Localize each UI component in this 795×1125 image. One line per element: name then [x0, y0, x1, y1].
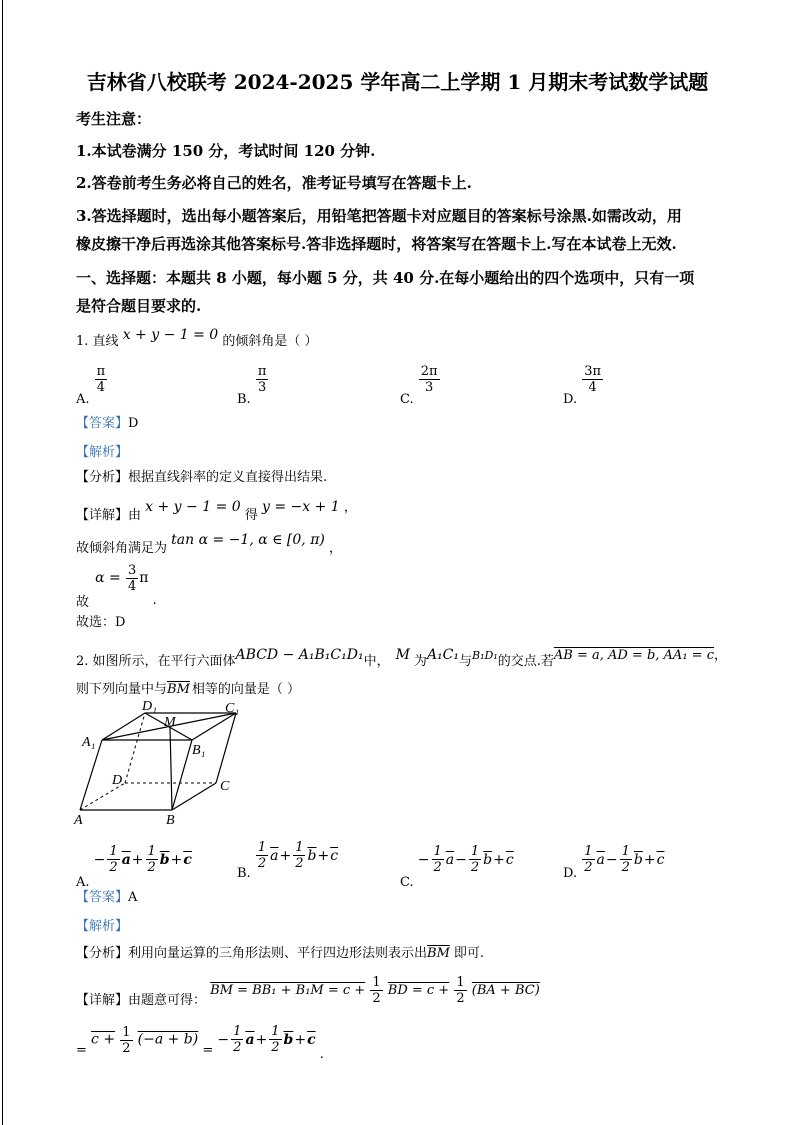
notice-item-3: 3.答选择题时，选出每小题答案后，用铅笔把答题卡对应题目的答案标号涂黑.如需改动，用 — [76, 207, 682, 225]
q1-option-d[interactable]: D. $\frac{3\pi}{4}$ — [563, 364, 602, 407]
label-C1: C₁ — [225, 701, 240, 716]
label-A: A — [74, 813, 83, 828]
page-left-border — [2, 0, 3, 1125]
q1-fenxi: 【分析】根据直线斜率的定义直接得出结果. — [76, 470, 328, 485]
edge-A-A1 — [80, 740, 102, 810]
q2-option-b[interactable]: B. $\frac{1}{2}$ $\overline{a}$ + $\frac{1}{2}$ $\overline{b}$ + $\overline{c}$ — [237, 840, 339, 881]
q2-stem: 2. 如图所示，在平行六面体ABCD − A₁B₁C₁D₁中， M 为A₁C₁与B₁D₁的交点.若AB = a, AD = b, AA₁ = c， — [76, 647, 727, 669]
q2-option-c[interactable]: C. − $\frac{1}{2}$ $\overline{a}$ − $\frac{1}{2}$ $\overline{b}$ + $\overline{c}$ — [400, 844, 514, 890]
q1-choose: 故选：D — [76, 615, 126, 630]
q2-detail: 【详解】由题意可得： BM = BB₁ + B₁M = c + $\frac{1}{2}$ BD = c + $\frac{1}{2}$ (BA + BC) — [76, 975, 540, 1008]
notice-item-2: 2.答卷前考生务必将自己的姓名，准考证号填写在答题卡上. — [76, 174, 472, 192]
q1-option-b[interactable]: B. $\frac{\pi}{3}$ — [237, 364, 267, 407]
q2-option-a[interactable]: A. − $\frac{1}{2}$ $\overline{a}$ + $\frac{1}{2}$ $\overline{b}$ + $\overline{c}$ — [76, 844, 192, 890]
label-A1: A₁ — [82, 735, 96, 750]
q2-answer: 【答案】A — [76, 890, 138, 905]
q2-stem-line2: 则下列向量中与$\overline{BM}$ 相等的向量是（ ） — [76, 682, 301, 697]
section-heading: 一、选择题：本题共 8 小题，每小题 5 分，共 40 分.在每小题给出的四个选项中，只有一项 — [76, 269, 695, 287]
q1-answer: 【答案】D — [76, 416, 139, 431]
q1-option-a[interactable]: A. $\frac{\pi}{4}$ — [76, 364, 106, 407]
q1-analysis-tag: 【解析】 — [76, 445, 129, 460]
q1-suffix: 的倾斜角是（ ） — [222, 334, 318, 349]
notice-heading: 考生注意： — [76, 110, 152, 128]
q1-prefix: 1. 直线 — [76, 334, 119, 349]
q2-analysis-tag: 【解析】 — [76, 919, 129, 934]
label-C: C — [220, 779, 230, 794]
q1-equation: x + y − 1 = 0 — [122, 327, 219, 343]
section-heading-cont: 是符合题目要求的. — [76, 297, 202, 315]
label-M: M — [164, 715, 176, 730]
q2-option-d[interactable]: D. $\frac{1}{2}$ $\overline{a}$ − $\frac{1}{2}$ $\overline{b}$ + $\overline{c}$ — [563, 844, 665, 881]
label-B: B — [166, 813, 175, 828]
q1-stem — [76, 327, 318, 349]
notice-item-1: 1.本试卷满分 150 分，考试时间 120 分钟. — [76, 142, 376, 160]
label-B1: B₁ — [192, 743, 206, 758]
q2-detail-line2: = c + $\frac{1}{2}$ (−a + b) = − $\frac{1}{2}$ $\overline{a}$ + $\frac{1}{2}$ $\overline{b}$ + $\overline{c}$ . — [76, 1024, 324, 1062]
notice-item-3-cont: 橡皮擦干净后再选涂其他答案标号.答非选择题时，将答案写在答题卡上.写在本试卷上无效. — [76, 235, 677, 253]
label-D: D — [112, 773, 123, 788]
q1-detail-line3: 故 α = $\frac{3}{4}$ π . — [76, 563, 157, 610]
parallelepiped-figure — [70, 700, 250, 830]
page-title: 吉林省八校联考 2024-2025 学年高二上学期 1 月期末考试数学试题 — [86, 70, 709, 94]
q1-detail: 【详解】由 x + y − 1 = 0 得 y = −x + 1 ， — [76, 499, 357, 523]
q2-fenxi: 【分析】利用向量运算的三角形法则、平行四边形法则表示出$\overline{BM}$ 即可. — [76, 946, 485, 961]
label-D1: D₁ — [142, 700, 157, 714]
q1-detail-line2: 故倾斜角满足为 tan α = −1, α ∈ [0, π) ， — [76, 532, 343, 556]
q1-option-c[interactable]: C. $\frac{2\pi}{3}$ — [400, 364, 438, 407]
